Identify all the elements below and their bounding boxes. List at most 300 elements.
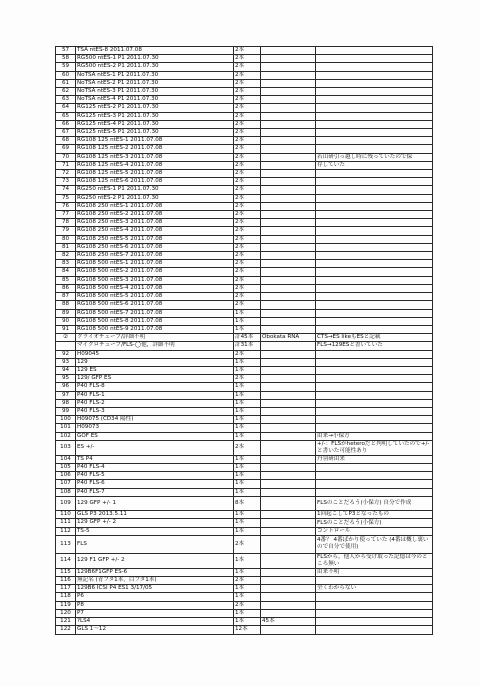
row-number-cell: 65 — [56, 112, 76, 120]
row-number-cell: 69 — [56, 145, 76, 153]
row-number-cell: 94 — [56, 366, 76, 374]
row-number-cell: 86 — [56, 284, 76, 292]
remarks-cell: FLSのことだろう(小保方) 自分で作成 — [316, 496, 433, 511]
row-number-cell: 95 — [56, 375, 76, 383]
remarks-cell — [316, 252, 433, 260]
table-row — [56, 153, 433, 161]
location-cell — [261, 227, 316, 235]
remarks-cell — [316, 235, 433, 243]
table-row — [56, 252, 433, 260]
quantity-cell: 2本 — [234, 601, 261, 609]
remarks-cell — [316, 609, 433, 617]
quantity-cell: 1本 — [234, 366, 261, 374]
table-row — [56, 535, 433, 553]
sample-name-cell: 129 GFP +/- 2 — [76, 519, 234, 527]
remarks-cell: 若山研引っ越し時に残っていたので保 — [316, 153, 433, 161]
location-cell — [261, 112, 316, 120]
sample-name-cell: P40 FLS-4 — [76, 463, 234, 471]
location-cell — [261, 455, 316, 463]
location-cell — [261, 407, 316, 415]
quantity-cell: 2本 — [234, 350, 261, 358]
quantity-cell: 8本 — [234, 496, 261, 511]
row-number-cell: 57 — [56, 47, 76, 55]
table-row — [56, 55, 433, 63]
sample-name-cell: P40 FLS-8 — [76, 383, 234, 391]
remarks-cell: FLS→129ESと書いていた — [316, 342, 433, 350]
location-cell — [261, 432, 316, 440]
table-row — [56, 455, 433, 463]
remarks-cell — [316, 375, 433, 383]
quantity-cell: 1本 — [234, 593, 261, 601]
sample-name-cell: RG125 ntES-3 P1 2011.07.30 — [76, 112, 234, 120]
location-cell — [261, 219, 316, 227]
location-cell: Obokata RNA — [261, 334, 316, 342]
row-number-cell: 74 — [56, 186, 76, 194]
sample-name-cell: RG108 500 ntES-8 2011.07.08 — [76, 317, 234, 325]
location-cell — [261, 383, 316, 391]
table-row — [56, 424, 433, 432]
remarks-cell — [316, 488, 433, 496]
remarks-cell — [316, 63, 433, 71]
quantity-cell: 1本 — [234, 519, 261, 527]
location-cell — [261, 88, 316, 96]
row-number-cell: 82 — [56, 252, 76, 260]
location-cell — [261, 424, 316, 432]
table-row — [56, 63, 433, 71]
quantity-cell: 2本 — [234, 301, 261, 309]
remarks-cell — [316, 79, 433, 87]
quantity-cell: 計45本 — [234, 334, 261, 342]
remarks-cell — [316, 186, 433, 194]
location-cell — [261, 527, 316, 535]
remarks-cell: 由来→小保方 — [316, 432, 433, 440]
row-number-cell: 117 — [56, 585, 76, 593]
location-cell — [261, 104, 316, 112]
quantity-cell: 2本 — [234, 112, 261, 120]
location-cell: 45本 — [261, 618, 316, 626]
sample-ledger-table — [55, 46, 433, 635]
location-cell — [261, 276, 316, 284]
row-number-cell: 68 — [56, 137, 76, 145]
row-number-cell: 120 — [56, 609, 76, 617]
location-cell — [261, 71, 316, 79]
table-row — [56, 268, 433, 276]
table-row — [56, 284, 433, 292]
row-number-cell: 122 — [56, 626, 76, 634]
row-number-cell: 106 — [56, 472, 76, 480]
row-number-cell: 64 — [56, 104, 76, 112]
sample-name-cell: RG125 ntES-4 P1 2011.07.30 — [76, 120, 234, 128]
sample-name-cell: GLS 1～12 — [76, 626, 234, 634]
sample-name-cell: RG108 125 ntES-6 2011.07.08 — [76, 178, 234, 186]
remarks-cell — [316, 325, 433, 333]
location-cell — [261, 55, 316, 63]
row-number-cell: 80 — [56, 235, 76, 243]
sample-name-cell: RG108 250 ntES-4 2011.07.08 — [76, 227, 234, 235]
remarks-cell: 全くわからない — [316, 585, 433, 593]
sample-name-cell: P40 FLS-3 — [76, 407, 234, 415]
remarks-cell — [316, 309, 433, 317]
location-cell — [261, 301, 316, 309]
sample-name-cell: RG108 500 ntES-7 2011.07.08 — [76, 309, 234, 317]
remarks-cell — [316, 284, 433, 292]
table-row — [56, 618, 433, 626]
sample-name-cell: RG500 ntES-2 P1 2011.07.30 — [76, 63, 234, 71]
location-cell — [261, 535, 316, 553]
sample-name-cell: H09045 — [76, 350, 234, 358]
table-row — [56, 577, 433, 585]
sample-name-cell: RG250 ntES-2 P1 2011.07.30 — [76, 194, 234, 202]
table-row — [56, 350, 433, 358]
location-cell — [261, 585, 316, 593]
location-cell — [261, 178, 316, 186]
sample-name-cell: P40 FLS-6 — [76, 480, 234, 488]
sample-name-cell: RG108 500 ntES-9 2011.07.08 — [76, 325, 234, 333]
table-row — [56, 553, 433, 568]
sample-name-cell: P6 — [76, 593, 234, 601]
quantity-cell: 2本 — [234, 276, 261, 284]
location-cell — [261, 511, 316, 519]
table-row — [56, 219, 433, 227]
table-row — [56, 293, 433, 301]
location-cell — [261, 202, 316, 210]
remarks-cell — [316, 137, 433, 145]
location-cell — [261, 47, 316, 55]
row-number-cell: 67 — [56, 129, 76, 137]
quantity-cell: 1本 — [234, 609, 261, 617]
location-cell — [261, 129, 316, 137]
row-number-cell: 107 — [56, 480, 76, 488]
quantity-cell: 1本 — [234, 383, 261, 391]
sample-name-cell: 無記名 (青フタ1本，白フタ1本) — [76, 577, 234, 585]
table-row — [56, 416, 433, 424]
sample-name-cell: RG108 500 ntES-1 2011.07.08 — [76, 260, 234, 268]
remarks-cell — [316, 407, 433, 415]
sample-name-cell: 129 — [76, 358, 234, 366]
table-row — [56, 391, 433, 399]
table-row — [56, 407, 433, 415]
sample-name-cell: P40 FLS-7 — [76, 488, 234, 496]
row-number-cell: 58 — [56, 55, 76, 63]
remarks-cell — [316, 626, 433, 634]
remarks-cell: 由来不明 — [316, 568, 433, 576]
row-number-cell: 113 — [56, 535, 76, 553]
quantity-cell: 1本 — [234, 527, 261, 535]
remarks-cell — [316, 71, 433, 79]
row-number-cell: 93 — [56, 358, 76, 366]
sample-name-cell: H09073 — [76, 424, 234, 432]
location-cell — [261, 496, 316, 511]
location-cell — [261, 342, 316, 350]
row-number-cell: 100 — [56, 416, 76, 424]
quantity-cell: 2本 — [234, 219, 261, 227]
quantity-cell: 2本 — [234, 145, 261, 153]
sample-name-cell: NoTSA ntES-3 P1 2011.07.30 — [76, 88, 234, 96]
quantity-cell: 1本 — [234, 568, 261, 576]
table-row — [56, 137, 433, 145]
location-cell — [261, 325, 316, 333]
table-row — [56, 432, 433, 440]
quantity-cell: 2本 — [234, 577, 261, 585]
row-number-cell: 111 — [56, 519, 76, 527]
sample-name-cell: TSA ntES-8 2011.07.08 — [76, 47, 234, 55]
row-number-cell: 115 — [56, 568, 76, 576]
quantity-cell: 2本 — [234, 47, 261, 55]
location-cell — [261, 472, 316, 480]
remarks-cell — [316, 120, 433, 128]
sample-name-cell: ES +/- — [76, 440, 234, 455]
quantity-cell: 2本 — [234, 202, 261, 210]
remarks-cell — [316, 104, 433, 112]
quantity-cell: 2本 — [234, 104, 261, 112]
row-number-cell: 71 — [56, 161, 76, 169]
quantity-cell: 2本 — [234, 55, 261, 63]
sample-name-cell: FLS — [76, 535, 234, 553]
row-number-cell: 110 — [56, 511, 76, 519]
table-row — [56, 527, 433, 535]
table-row — [56, 276, 433, 284]
quantity-cell: 12本 — [234, 626, 261, 634]
location-cell — [261, 293, 316, 301]
sample-name-cell: RG108 125 ntES-5 2011.07.08 — [76, 170, 234, 178]
quantity-cell: 2本 — [234, 170, 261, 178]
sample-name-cell: P8 — [76, 601, 234, 609]
table-row — [56, 161, 433, 169]
quantity-cell: 2本 — [234, 153, 261, 161]
sample-name-cell: RG108 250 ntES-2 2011.07.08 — [76, 211, 234, 219]
quantity-cell: 1本 — [234, 424, 261, 432]
location-cell — [261, 416, 316, 424]
remarks-cell — [316, 178, 433, 186]
table-row — [56, 235, 433, 243]
quantity-cell: 2本 — [234, 178, 261, 186]
sample-name-cell: RG500 ntES-1 P1 2011.07.30 — [76, 55, 234, 63]
remarks-cell — [316, 96, 433, 104]
location-cell — [261, 601, 316, 609]
table-row — [56, 342, 433, 350]
quantity-cell: 1本 — [234, 309, 261, 317]
location-cell — [261, 609, 316, 617]
location-cell — [261, 211, 316, 219]
sample-name-cell: H09075 (CD34 陽性) — [76, 416, 234, 424]
row-number-cell: 59 — [56, 63, 76, 71]
row-number-cell: 102 — [56, 432, 76, 440]
remarks-cell — [316, 480, 433, 488]
location-cell — [261, 358, 316, 366]
sample-name-cell: RG108 500 ntES-5 2011.07.08 — [76, 293, 234, 301]
row-number-cell: 70 — [56, 153, 76, 161]
table-row — [56, 383, 433, 391]
table-row — [56, 243, 433, 251]
sample-name-cell: P7 — [76, 609, 234, 617]
sample-name-cell: P40 FLS-5 — [76, 472, 234, 480]
quantity-cell: 2本 — [234, 293, 261, 301]
location-cell — [261, 161, 316, 169]
remarks-cell: コントロール — [316, 527, 433, 535]
quantity-cell: 2本 — [234, 227, 261, 235]
sample-name-cell: クライオチューブ/詳細不明 — [76, 334, 234, 342]
table-row — [56, 334, 433, 342]
row-number-cell: 96 — [56, 383, 76, 391]
location-cell — [261, 120, 316, 128]
location-cell — [261, 79, 316, 87]
table-row — [56, 593, 433, 601]
remarks-cell — [316, 350, 433, 358]
remarks-cell — [316, 260, 433, 268]
row-number-cell: 90 — [56, 317, 76, 325]
location-cell — [261, 568, 316, 576]
sample-name-cell: RG108 500 ntES-2 2011.07.08 — [76, 268, 234, 276]
remarks-cell — [316, 399, 433, 407]
location-cell — [261, 153, 316, 161]
quantity-cell: 1本 — [234, 455, 261, 463]
row-number-cell: 84 — [56, 268, 76, 276]
sample-name-cell: RG108 125 ntES-4 2011.07.08 — [76, 161, 234, 169]
sample-name-cell: P40 FLS-1 — [76, 391, 234, 399]
table-row — [56, 186, 433, 194]
row-number-cell: 97 — [56, 391, 76, 399]
remarks-cell — [316, 463, 433, 471]
remarks-cell: FLSから，他人から受け取った記憶は今のところ無い — [316, 553, 433, 568]
remarks-cell — [316, 317, 433, 325]
row-number-cell: 75 — [56, 194, 76, 202]
location-cell — [261, 284, 316, 292]
row-number-cell: 112 — [56, 527, 76, 535]
remarks-cell — [316, 55, 433, 63]
location-cell — [261, 391, 316, 399]
remarks-cell: CTS→ES likeもESと記載 — [316, 334, 433, 342]
row-number-cell: 76 — [56, 202, 76, 210]
quantity-cell: 1本 — [234, 511, 261, 519]
table-row — [56, 309, 433, 317]
quantity-cell: 計31本 — [234, 342, 261, 350]
remarks-cell — [316, 227, 433, 235]
table-row — [56, 211, 433, 219]
location-cell — [261, 145, 316, 153]
remarks-cell — [316, 276, 433, 284]
sample-name-cell: TS-5 — [76, 527, 234, 535]
quantity-cell: 2本 — [234, 137, 261, 145]
table-row — [56, 129, 433, 137]
quantity-cell: 2本 — [234, 243, 261, 251]
table-row — [56, 609, 433, 617]
remarks-cell — [316, 577, 433, 585]
location-cell — [261, 317, 316, 325]
quantity-cell: 2本 — [234, 63, 261, 71]
remarks-cell: 1回起こしてP3となったもの — [316, 511, 433, 519]
sample-name-cell: RG108 250 ntES-5 2011.07.08 — [76, 235, 234, 243]
location-cell — [261, 194, 316, 202]
location-cell — [261, 593, 316, 601]
quantity-cell: 2本 — [234, 235, 261, 243]
quantity-cell: 2本 — [234, 284, 261, 292]
quantity-cell: 2本 — [234, 96, 261, 104]
remarks-cell — [316, 601, 433, 609]
sample-name-cell: TS P4 — [76, 455, 234, 463]
quantity-cell: 2本 — [234, 194, 261, 202]
sample-name-cell: RG108 500 ntES-3 2011.07.08 — [76, 276, 234, 284]
location-cell — [261, 170, 316, 178]
sample-name-cell: P40 FLS-2 — [76, 399, 234, 407]
table-row — [56, 112, 433, 120]
quantity-cell: 2本 — [234, 211, 261, 219]
sample-name-cell: 129B6F1GFP ES-6 — [76, 568, 234, 576]
table-row — [56, 170, 433, 178]
row-number-cell: 105 — [56, 463, 76, 471]
location-cell — [261, 186, 316, 194]
row-number-cell: 66 — [56, 120, 76, 128]
location-cell — [261, 375, 316, 383]
location-cell — [261, 463, 316, 471]
table-row — [56, 440, 433, 455]
table-row — [56, 145, 433, 153]
quantity-cell: 2本 — [234, 440, 261, 455]
row-number-cell: 101 — [56, 424, 76, 432]
quantity-cell: 2本 — [234, 535, 261, 553]
location-cell — [261, 553, 316, 568]
table-row — [56, 71, 433, 79]
row-number-cell: 89 — [56, 309, 76, 317]
quantity-cell: 1本 — [234, 472, 261, 480]
quantity-cell: 2本 — [234, 79, 261, 87]
sample-name-cell: RG108 125 ntES-3 2011.07.08 — [76, 153, 234, 161]
remarks-cell — [316, 416, 433, 424]
table-row — [56, 399, 433, 407]
quantity-cell: 2本 — [234, 252, 261, 260]
sample-name-cell: 129 GFP +/- 1 — [76, 496, 234, 511]
sample-name-cell: GLS P3 2013.5.11 — [76, 511, 234, 519]
row-number-cell: 99 — [56, 407, 76, 415]
quantity-cell: 1本 — [234, 416, 261, 424]
remarks-cell: FLSのことだろう(小保方) — [316, 519, 433, 527]
quantity-cell: 2本 — [234, 268, 261, 276]
remarks-cell — [316, 472, 433, 480]
row-number-cell: 109 — [56, 496, 76, 511]
location-cell — [261, 519, 316, 527]
remarks-cell — [316, 202, 433, 210]
quantity-cell: 2本 — [234, 129, 261, 137]
quantity-cell: 1本 — [234, 488, 261, 496]
location-cell — [261, 96, 316, 104]
row-number-cell: 114 — [56, 553, 76, 568]
remarks-cell — [316, 366, 433, 374]
sample-name-cell: GOF ES — [76, 432, 234, 440]
sample-name-cell: NoTSA ntES-1 P1 2011.07.30 — [76, 71, 234, 79]
location-cell — [261, 252, 316, 260]
sample-name-cell: RG108 125 ntES-2 2011.07.08 — [76, 145, 234, 153]
sample-name-cell: 129/ GFP ES — [76, 375, 234, 383]
row-number-cell: 81 — [56, 243, 76, 251]
table-row — [56, 104, 433, 112]
table-row — [56, 47, 433, 55]
row-number-cell: 63 — [56, 96, 76, 104]
ledger-body — [56, 47, 433, 635]
table-row — [56, 488, 433, 496]
table-row — [56, 358, 433, 366]
quantity-cell: 2本 — [234, 120, 261, 128]
remarks-cell — [316, 293, 433, 301]
quantity-cell: 1本 — [234, 463, 261, 471]
sample-name-cell: RG108 250 ntES-1 2011.07.08 — [76, 202, 234, 210]
quantity-cell: 2本 — [234, 186, 261, 194]
remarks-cell: +/-：FLSがheteroだと判明していたので+/-と書いた可能性あり — [316, 440, 433, 455]
table-row — [56, 511, 433, 519]
row-number-cell: 62 — [56, 88, 76, 96]
row-number-cell: 61 — [56, 79, 76, 87]
quantity-cell: 2本 — [234, 260, 261, 268]
remarks-cell — [316, 47, 433, 55]
remarks-cell — [316, 112, 433, 120]
